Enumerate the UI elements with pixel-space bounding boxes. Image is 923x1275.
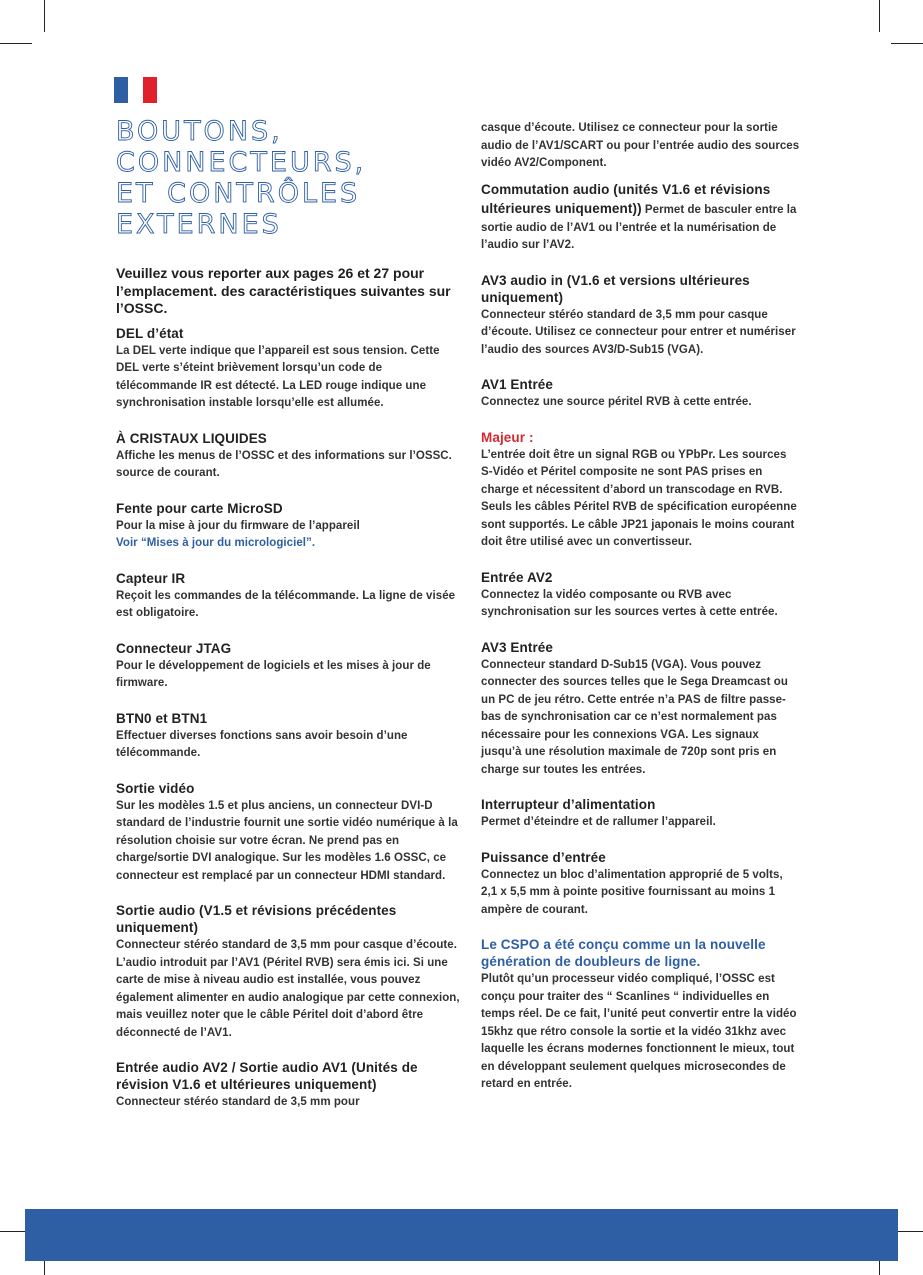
section-heading: DEL d’état (116, 325, 184, 341)
major-heading: Majeur : (481, 429, 534, 445)
section-body: L’entrée doit être un signal RGB ou YPbPr. Les sources S-Vidéo et Péritel composite ne sont PAS prises en charge et nécessitent d’abord un transcodage en RVB. Seuls les câbles Péritel RVB de spécification européenne sont supportés. Le câble JP21 japonais le moins courant doit être utilisé avec un convertisseur. (481, 448, 797, 548)
section-body-text: Permet de basculer entre la sortie audio de l’AV1 ou l’entrée et la numérisation de l’audio sur l’AV2. (481, 204, 797, 251)
section-cspo (481, 936, 801, 1094)
section-body: Plutôt qu’un processeur vidéo compliqué, l’OSSC est conçu pour traiter des “ Scanlines “ individuelles en temps réel. De ce fait, l’unité peut convertir entre la vidéo 15khz que rétro console la sortie et la vidéo 31khz avec laquelle les écrans modernes fonctionnent le mieux, tout en développant seulement quelques microsecondes de retard en entrée. (481, 973, 797, 1090)
section-av1 (481, 376, 801, 412)
section-audio-av2-continued (481, 120, 801, 173)
section-microsd (116, 500, 461, 553)
right-column (481, 120, 801, 1111)
section-audio-out (116, 902, 461, 1042)
section-status-led (116, 325, 461, 413)
section-heading: Fente pour carte MicroSD (116, 500, 283, 516)
section-av3 (481, 639, 801, 780)
section-body: Connectez une source péritel RVB à cette entrée. (481, 396, 752, 408)
section-body: Sur les modèles 1.5 et plus anciens, un connecteur DVI-D standard de l’industrie fournit une sortie vidéo numérique à la résolution choisie sur votre écran. Ne prend pas en charge/sortie DVI analogique. Sur les modèles 1.6 OSSC, ce connecteur est remplacé par un connecteur HDMI standard. (116, 799, 458, 882)
crop-mark (879, 0, 880, 32)
section-power-input (481, 849, 801, 920)
section-audio-switch (481, 181, 801, 255)
flag-stripe-blue (114, 77, 128, 103)
section-body (481, 181, 801, 255)
section-body: casque d’écoute. Utilisez ce connecteur pour la sortie audio de l’AV1/SCART ou pour l’entrée audio des sources vidéo AV2/Component. (481, 122, 800, 169)
section-av3-audio (481, 272, 801, 360)
section-ir-sensor (116, 570, 461, 623)
section-body-text: Pour la mise à jour du firmware de l’appareil (116, 519, 360, 532)
section-heading: BTN0 et BTN1 (116, 710, 208, 726)
section-heading: Entrée AV2 (481, 569, 553, 585)
section-body: Connecteur stéréo standard de 3,5 mm pour casque d’écoute. L’audio introduit par l’AV1 (Péritel RVB) sera émis ici. Si une carte de mise à niveau audio est installée, vous pouvez également alimenter en audio analogique par cette connexion, mais veuillez noter que le câble Péritel doit d’abord être déconnecté de l’AV1. (116, 939, 460, 1039)
section-jtag (116, 640, 461, 693)
section-body: Pour le développement de logiciels et les mises à jour de firmware. (116, 659, 431, 689)
footer-bar (25, 1209, 898, 1261)
crop-mark (891, 43, 923, 44)
section-heading: Capteur IR (116, 570, 186, 586)
crop-mark (0, 43, 32, 44)
firmware-update-link[interactable]: Voir “Mises à jour du micrologiciel”. (116, 537, 316, 549)
section-heading: Entrée audio AV2 / Sortie audio AV1 (Unités de révision V1.6 et ultérieures uniquement) (116, 1060, 418, 1092)
section-heading: Puissance d’entrée (481, 849, 606, 865)
section-heading: AV3 Entrée (481, 639, 554, 655)
section-body (116, 518, 461, 553)
section-body: Effectuer diverses fonctions sans avoir besoin d’une télécommande. (116, 729, 408, 759)
section-body: Affiche les menus de l’OSSC et des informations sur l’OSSC. source de courant. (116, 449, 452, 479)
section-heading: Commutation audio (unités V1.6 et révisions ultérieures uniquement)) (481, 181, 771, 216)
section-buttons (116, 710, 461, 763)
section-body: Reçoit les commandes de la télécommande. La ligne de visée est obligatoire. (116, 589, 456, 619)
section-video-out (116, 780, 461, 886)
french-flag-icon (114, 77, 157, 103)
page-title: BOUTONS, CONNECTEURS, ET CONTRÔLES EXTERNES (116, 116, 367, 240)
section-lcd (116, 430, 461, 483)
left-column (116, 265, 461, 1129)
section-heading: Sortie audio (V1.5 et révisions précédentes uniquement) (116, 903, 397, 935)
section-body: La DEL verte indique que l’appareil est sous tension. Cette DEL verte s’éteint brièvement lorsqu’un code de télécommande IR est détecté. La LED rouge indique une synchronisation instable lorsqu’elle est allumée. (116, 344, 440, 409)
section-major-note (481, 429, 801, 552)
section-body: Connectez un bloc d’alimentation approprié de 5 volts, 2,1 x 5,5 mm à pointe positive fournissant au moins 1 ampère de courant. (481, 868, 783, 916)
section-body: Connecteur stéréo standard de 3,5 mm pour casque d’écoute. Utilisez ce connecteur pour entrer et numériser l’audio des sources AV3/D-Sub15 (VGA). (481, 308, 796, 356)
section-body: Connectez la vidéo composante ou RVB avec synchronisation sur les sources vertes à cette entrée. (481, 588, 778, 618)
section-body: Connecteur stéréo standard de 3,5 mm pour (116, 1096, 360, 1108)
crop-mark (44, 0, 45, 32)
section-body: Connecteur standard D-Sub15 (VGA). Vous pouvez connecter des sources telles que le Sega Dreamcast ou un PC de jeu rétro. Cette entrée n’a PAS de filtre passe-bas de synchronisation car ce n’est normalement pas nécessaire pour les connexions VGA. Les signaux jusqu’à une résolution maximale de 720p sont pris en charge sur toutes les entrées. (481, 658, 788, 776)
section-heading: Sortie vidéo (116, 780, 195, 796)
section-heading: Interrupteur d’alimentation (481, 797, 656, 812)
flag-stripe-white (128, 77, 142, 103)
section-heading: Le CSPO a été conçu comme un la nouvelle génération de doubleurs de ligne. (481, 937, 766, 969)
section-body: Permet d’éteindre et de rallumer l’appareil. (481, 816, 716, 828)
section-audio-av2 (116, 1059, 461, 1112)
flag-stripe-red (143, 77, 157, 103)
section-heading: AV1 Entrée (481, 377, 554, 392)
section-heading: AV3 audio in (V1.6 et versions ultérieures uniquement) (481, 272, 750, 305)
intro-text: Veuillez vous reporter aux pages 26 et 27 pour l’emplacement. des caractéristiques suivantes sur l’OSSC. (116, 265, 451, 316)
section-av2 (481, 569, 801, 622)
section-heading: À CRISTAUX LIQUIDES (116, 430, 267, 446)
section-heading: Connecteur JTAG (116, 640, 232, 656)
section-power-switch (481, 796, 801, 832)
